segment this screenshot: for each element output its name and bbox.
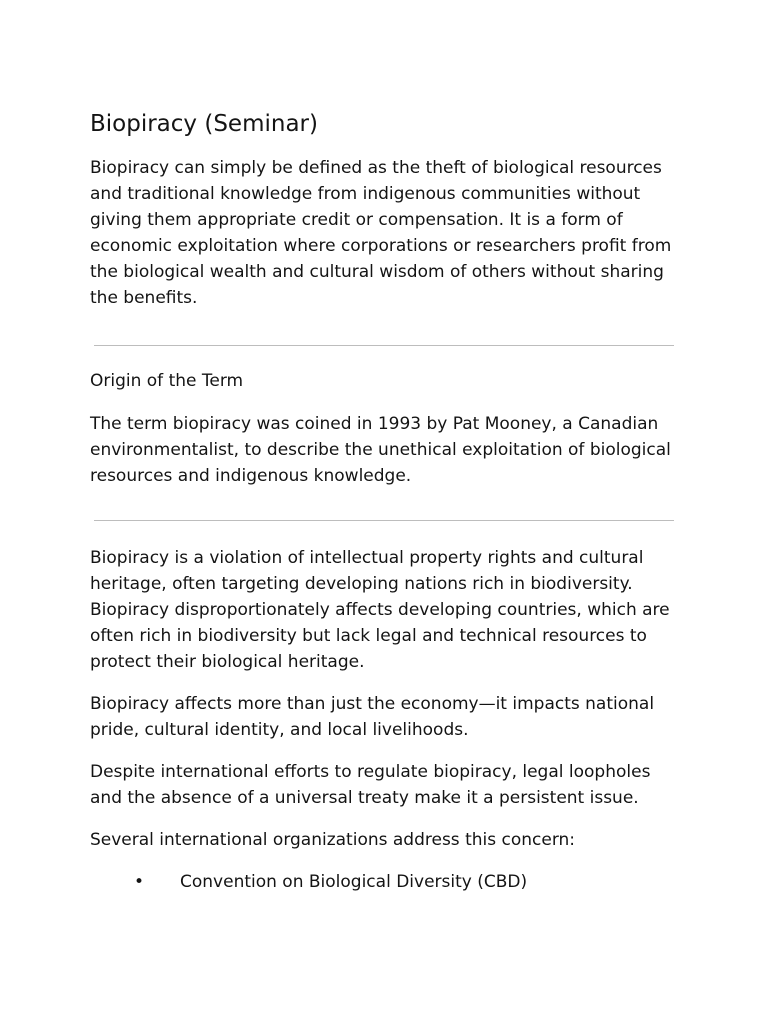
violation-paragraph (90, 545, 690, 675)
violation-line: heritage, often targeting developing nations rich in biodiversity. (90, 574, 633, 594)
economy-line: Biopiracy affects more than just the economy—it impacts national (90, 694, 655, 714)
economy-paragraph (90, 691, 690, 743)
violation-line: Biopiracy disproportionately affects developing countries, which are (90, 600, 670, 620)
section-divider (94, 345, 674, 346)
intro-line: Biopiracy can simply be defined as the theft of biological resources (90, 158, 662, 178)
intro-line: the benefits. (90, 288, 198, 308)
origin-line: The term biopiracy was coined in 1993 by Pat Mooney, a Canadian (90, 414, 659, 434)
efforts-line: Despite international efforts to regulate biopiracy, legal loopholes (90, 762, 651, 782)
bullet-icon: • (134, 872, 145, 892)
list-item-text: Convention on Biological Diversity (CBD) (180, 872, 528, 892)
origin-paragraph (90, 411, 690, 489)
organizations-intro: Several international organizations address this concern: (90, 830, 576, 850)
intro-paragraph (90, 155, 690, 311)
origin-line: resources and indigenous knowledge. (90, 466, 412, 486)
intro-line: the biological wealth and cultural wisdom of others without sharing (90, 262, 664, 282)
origin-heading: Origin of the Term (90, 371, 244, 391)
intro-line: economic exploitation where corporations or researchers profit from (90, 236, 672, 256)
efforts-paragraph (90, 759, 690, 811)
efforts-line: and the absence of a universal treaty make it a persistent issue. (90, 788, 639, 808)
economy-line: pride, cultural identity, and local livelihoods. (90, 720, 469, 740)
intro-line: and traditional knowledge from indigenous communities without (90, 184, 641, 204)
section-divider (94, 520, 674, 521)
origin-line: environmentalist, to describe the unethical exploitation of biological (90, 440, 671, 460)
document-title: Biopiracy (Seminar) (90, 111, 318, 137)
violation-line: Biopiracy is a violation of intellectual property rights and cultural (90, 548, 644, 568)
intro-line: giving them appropriate credit or compensation. It is a form of (90, 210, 623, 230)
violation-line: protect their biological heritage. (90, 652, 365, 672)
violation-line: often rich in biodiversity but lack legal and technical resources to (90, 626, 647, 646)
